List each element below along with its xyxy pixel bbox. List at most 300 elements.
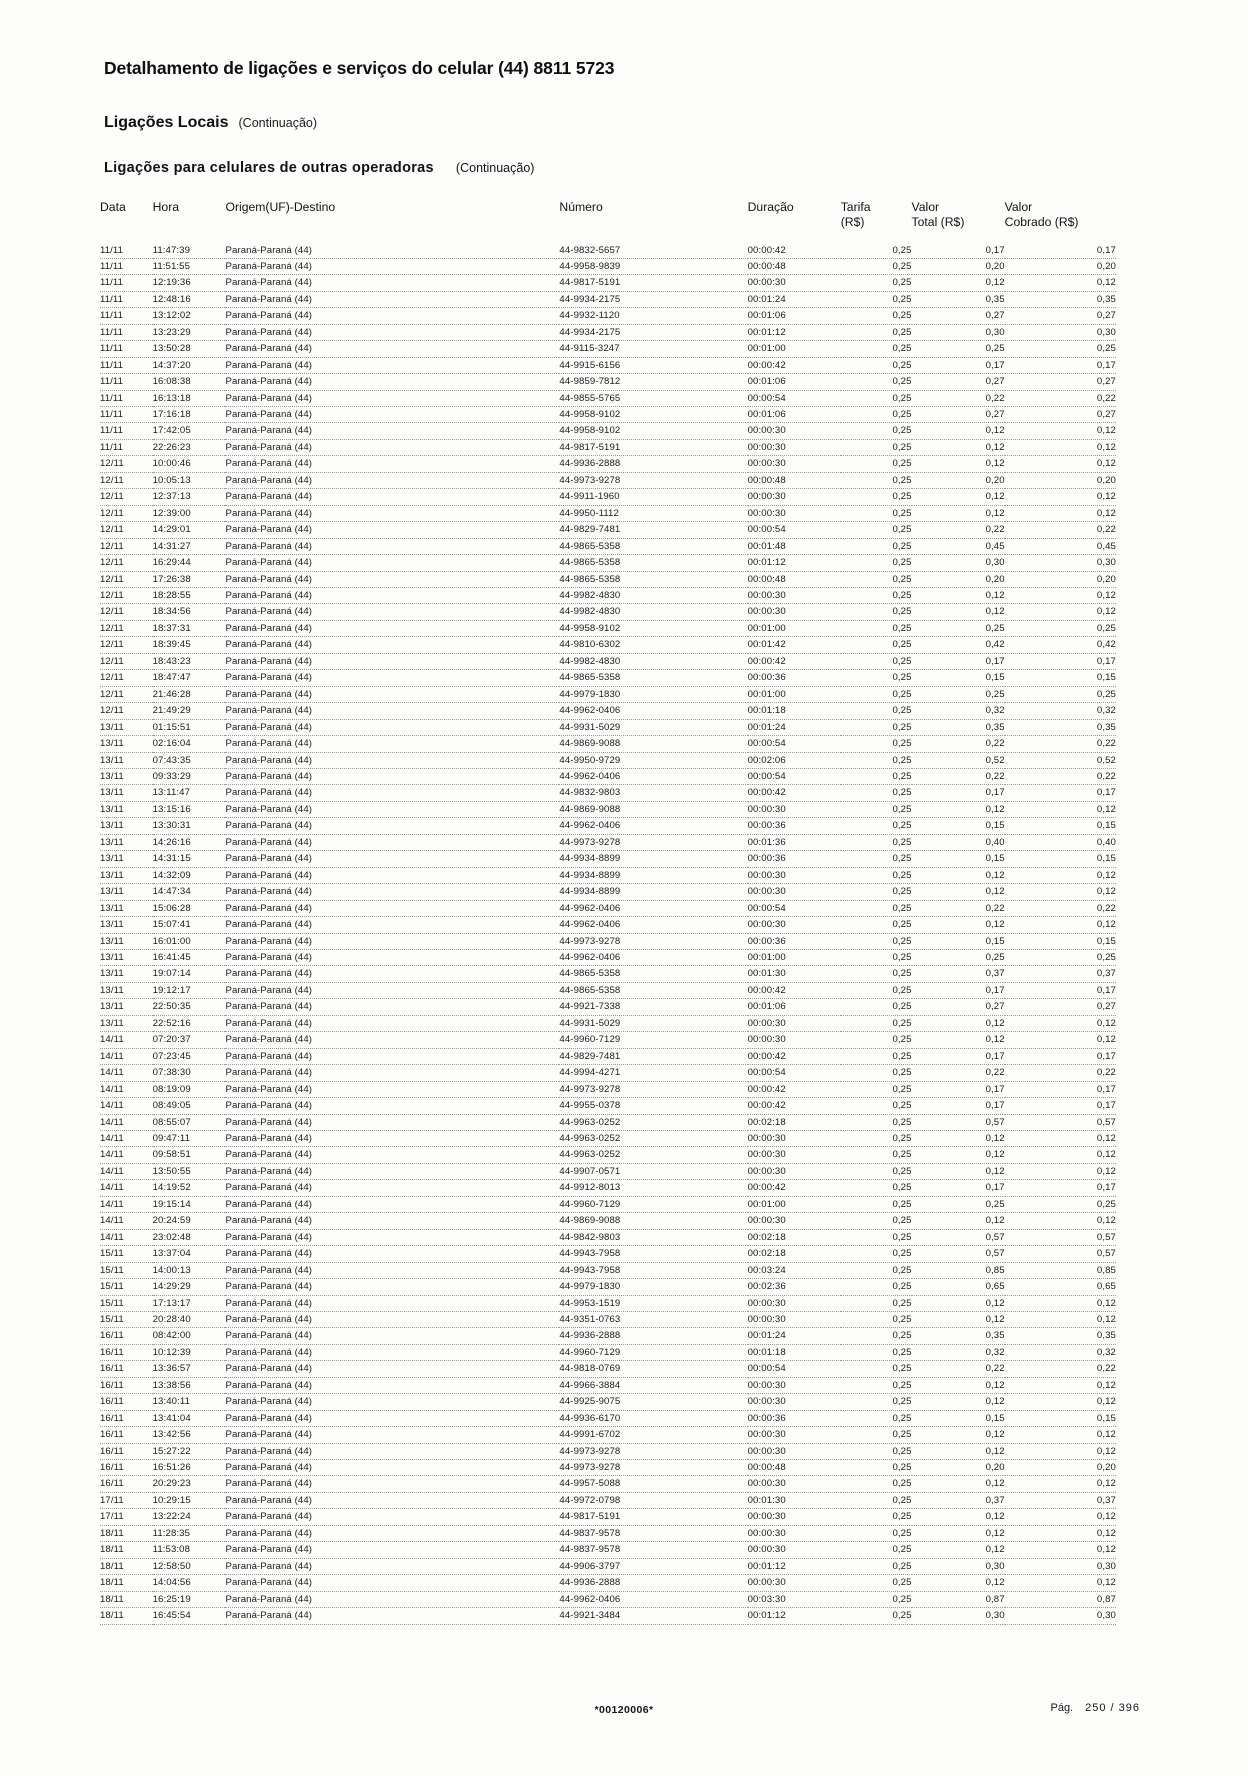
cell-origem-destino: Paraná-Paraná (44) — [225, 555, 559, 571]
cell-tarifa: 0,25 — [841, 505, 912, 521]
cell-numero: 44-9911-1960 — [559, 489, 747, 505]
cell-duracao: 00:01:30 — [748, 966, 841, 982]
cell-origem-destino: Paraná-Paraná (44) — [225, 1344, 559, 1360]
cell-duracao: 00:00:30 — [748, 588, 841, 604]
cell-duracao: 00:00:42 — [748, 982, 841, 998]
cell-duracao: 00:02:18 — [748, 1114, 841, 1130]
cell-valor-total: 0,27 — [912, 308, 1005, 324]
cell-numero: 44-9817-5191 — [559, 275, 747, 291]
cell-tarifa: 0,25 — [841, 324, 912, 340]
cell-hora: 13:42:56 — [153, 1427, 226, 1443]
cell-data: 11/11 — [100, 243, 153, 259]
cell-data: 14/11 — [100, 1114, 153, 1130]
footer-page-number: 250 / 396 — [1085, 1702, 1140, 1714]
cell-data: 12/11 — [100, 670, 153, 686]
cell-hora: 14:37:20 — [153, 357, 226, 373]
table-row — [100, 1098, 1116, 1114]
cell-valor-cobrado: 0,57 — [1005, 1246, 1116, 1262]
cell-data: 12/11 — [100, 505, 153, 521]
cell-duracao: 00:02:06 — [748, 752, 841, 768]
cell-numero: 44-9962-0406 — [559, 1591, 747, 1607]
cell-numero: 44-9842-9803 — [559, 1229, 747, 1245]
cell-data: 13/11 — [100, 834, 153, 850]
cell-tarifa: 0,25 — [841, 390, 912, 406]
cell-duracao: 00:01:12 — [748, 1608, 841, 1624]
cell-origem-destino: Paraná-Paraná (44) — [225, 308, 559, 324]
cell-data: 18/11 — [100, 1525, 153, 1541]
cell-hora: 19:12:17 — [153, 982, 226, 998]
cell-hora: 14:29:29 — [153, 1279, 226, 1295]
cell-data: 12/11 — [100, 703, 153, 719]
cell-duracao: 00:00:54 — [748, 736, 841, 752]
cell-valor-cobrado: 0,37 — [1005, 1492, 1116, 1508]
cell-numero: 44-9962-0406 — [559, 703, 747, 719]
cell-valor-total: 0,12 — [912, 1443, 1005, 1459]
cell-valor-cobrado: 0,15 — [1005, 933, 1116, 949]
cell-numero: 44-9818-0769 — [559, 1361, 747, 1377]
cell-origem-destino: Paraná-Paraná (44) — [225, 456, 559, 472]
cell-hora: 14:32:09 — [153, 867, 226, 883]
cell-origem-destino: Paraná-Paraná (44) — [225, 653, 559, 669]
cell-origem-destino: Paraná-Paraná (44) — [225, 1130, 559, 1146]
cell-tarifa: 0,25 — [841, 1048, 912, 1064]
cell-valor-total: 0,22 — [912, 769, 1005, 785]
cell-valor-total: 0,22 — [912, 736, 1005, 752]
cell-hora: 16:45:54 — [153, 1608, 226, 1624]
cell-valor-cobrado: 0,25 — [1005, 341, 1116, 357]
table-row — [100, 1213, 1116, 1229]
cell-numero: 44-9837-9578 — [559, 1525, 747, 1541]
table-row — [100, 1542, 1116, 1558]
cell-duracao: 00:00:30 — [748, 917, 841, 933]
cell-hora: 21:49:29 — [153, 703, 226, 719]
cell-hora: 13:50:55 — [153, 1163, 226, 1179]
table-row — [100, 752, 1116, 768]
cell-valor-cobrado: 0,22 — [1005, 769, 1116, 785]
cell-duracao: 00:00:42 — [748, 243, 841, 259]
cell-numero: 44-9958-9102 — [559, 407, 747, 423]
cell-duracao: 00:00:30 — [748, 1311, 841, 1327]
cell-origem-destino: Paraná-Paraná (44) — [225, 1032, 559, 1048]
cell-tarifa: 0,25 — [841, 1311, 912, 1327]
cell-numero: 44-9865-5358 — [559, 982, 747, 998]
table-row — [100, 439, 1116, 455]
table-row — [100, 1575, 1116, 1591]
table-row — [100, 1246, 1116, 1262]
cell-numero: 44-9973-9278 — [559, 1081, 747, 1097]
cell-valor-cobrado: 0,17 — [1005, 1098, 1116, 1114]
cell-origem-destino: Paraná-Paraná (44) — [225, 1575, 559, 1591]
subsection-title — [104, 160, 534, 176]
cell-valor-cobrado: 0,12 — [1005, 1476, 1116, 1492]
cell-origem-destino: Paraná-Paraná (44) — [225, 1279, 559, 1295]
column-header-tarifa — [841, 200, 912, 243]
cell-data: 16/11 — [100, 1377, 153, 1393]
cell-valor-total: 0,12 — [912, 1377, 1005, 1393]
table-row — [100, 703, 1116, 719]
cell-duracao: 00:01:18 — [748, 703, 841, 719]
cell-valor-cobrado: 0,57 — [1005, 1229, 1116, 1245]
cell-duracao: 00:00:30 — [748, 1213, 841, 1229]
cell-valor-total: 0,22 — [912, 1361, 1005, 1377]
cell-tarifa: 0,25 — [841, 243, 912, 259]
cell-duracao: 00:01:30 — [748, 1492, 841, 1508]
calls-table — [100, 200, 1116, 1625]
cell-tarifa: 0,25 — [841, 851, 912, 867]
cell-duracao: 00:01:12 — [748, 1558, 841, 1574]
cell-valor-total: 0,17 — [912, 1048, 1005, 1064]
subsection-continuation-label: (Continuação) — [455, 161, 535, 175]
cell-tarifa: 0,25 — [841, 407, 912, 423]
column-header-valor-cobrado-line1: Valor — [1004, 200, 1033, 214]
table-row — [100, 1262, 1116, 1278]
cell-data: 12/11 — [100, 489, 153, 505]
cell-hora: 13:11:47 — [153, 785, 226, 801]
cell-duracao: 00:01:24 — [748, 1328, 841, 1344]
cell-hora: 07:43:35 — [153, 752, 226, 768]
cell-valor-total: 0,12 — [912, 1147, 1005, 1163]
cell-origem-destino: Paraná-Paraná (44) — [225, 1377, 559, 1393]
cell-valor-total: 0,15 — [912, 933, 1005, 949]
cell-data: 15/11 — [100, 1311, 153, 1327]
cell-data: 13/11 — [100, 966, 153, 982]
cell-data: 13/11 — [100, 949, 153, 965]
cell-tarifa: 0,25 — [841, 1130, 912, 1146]
cell-valor-total: 0,12 — [912, 1295, 1005, 1311]
cell-numero: 44-9934-8899 — [559, 884, 747, 900]
cell-duracao: 00:00:42 — [748, 1098, 841, 1114]
cell-valor-total: 0,57 — [912, 1229, 1005, 1245]
cell-valor-cobrado: 0,40 — [1005, 834, 1116, 850]
column-header-numero: Número — [559, 200, 603, 214]
cell-numero: 44-9865-5358 — [559, 966, 747, 982]
cell-valor-total: 0,12 — [912, 801, 1005, 817]
cell-numero: 44-9859-7812 — [559, 374, 747, 390]
cell-origem-destino: Paraná-Paraná (44) — [225, 1147, 559, 1163]
cell-origem-destino: Paraná-Paraná (44) — [225, 1443, 559, 1459]
cell-tarifa: 0,25 — [841, 439, 912, 455]
cell-tarifa: 0,25 — [841, 1065, 912, 1081]
table-row — [100, 1460, 1116, 1476]
cell-valor-total: 0,20 — [912, 1460, 1005, 1476]
cell-tarifa: 0,25 — [841, 1542, 912, 1558]
cell-hora: 14:26:16 — [153, 834, 226, 850]
cell-duracao: 00:00:30 — [748, 1377, 841, 1393]
cell-tarifa: 0,25 — [841, 1492, 912, 1508]
cell-origem-destino: Paraná-Paraná (44) — [225, 1015, 559, 1031]
cell-origem-destino: Paraná-Paraná (44) — [225, 1229, 559, 1245]
cell-tarifa: 0,25 — [841, 900, 912, 916]
cell-tarifa: 0,25 — [841, 308, 912, 324]
cell-valor-total: 0,40 — [912, 834, 1005, 850]
cell-hora: 09:58:51 — [153, 1147, 226, 1163]
cell-numero: 44-9832-9803 — [559, 785, 747, 801]
cell-duracao: 00:00:42 — [748, 653, 841, 669]
table-row — [100, 1608, 1116, 1624]
cell-origem-destino: Paraná-Paraná (44) — [225, 472, 559, 488]
cell-hora: 13:38:56 — [153, 1377, 226, 1393]
cell-tarifa: 0,25 — [841, 1098, 912, 1114]
cell-valor-total: 0,12 — [912, 1311, 1005, 1327]
cell-tarifa: 0,25 — [841, 620, 912, 636]
cell-tarifa: 0,25 — [841, 1427, 912, 1443]
cell-valor-total: 0,12 — [912, 1130, 1005, 1146]
cell-hora: 11:53:08 — [153, 1542, 226, 1558]
cell-duracao: 00:00:48 — [748, 472, 841, 488]
table-row — [100, 374, 1116, 390]
cell-tarifa: 0,25 — [841, 1262, 912, 1278]
cell-duracao: 00:01:36 — [748, 834, 841, 850]
cell-valor-cobrado: 0,12 — [1005, 1427, 1116, 1443]
cell-tarifa: 0,25 — [841, 1163, 912, 1179]
cell-hora: 21:46:28 — [153, 686, 226, 702]
cell-numero: 44-9865-5358 — [559, 538, 747, 554]
cell-duracao: 00:02:36 — [748, 1279, 841, 1295]
table-row — [100, 341, 1116, 357]
cell-numero: 44-9962-0406 — [559, 949, 747, 965]
cell-duracao: 00:00:30 — [748, 1427, 841, 1443]
cell-hora: 15:06:28 — [153, 900, 226, 916]
table-header — [100, 200, 1116, 243]
cell-tarifa: 0,25 — [841, 1147, 912, 1163]
cell-origem-destino: Paraná-Paraná (44) — [225, 1196, 559, 1212]
cell-numero: 44-9982-4830 — [559, 604, 747, 620]
cell-origem-destino: Paraná-Paraná (44) — [225, 1262, 559, 1278]
cell-valor-cobrado: 0,17 — [1005, 653, 1116, 669]
cell-hora: 16:25:19 — [153, 1591, 226, 1607]
cell-tarifa: 0,25 — [841, 1015, 912, 1031]
cell-valor-cobrado: 0,32 — [1005, 1344, 1116, 1360]
cell-numero: 44-9869-9088 — [559, 801, 747, 817]
cell-valor-cobrado: 0,45 — [1005, 538, 1116, 554]
cell-duracao: 00:00:30 — [748, 867, 841, 883]
cell-tarifa: 0,25 — [841, 604, 912, 620]
cell-valor-total: 0,12 — [912, 917, 1005, 933]
cell-valor-cobrado: 0,25 — [1005, 949, 1116, 965]
cell-hora: 13:40:11 — [153, 1394, 226, 1410]
cell-data: 14/11 — [100, 1098, 153, 1114]
table-row — [100, 1279, 1116, 1295]
cell-valor-cobrado: 0,17 — [1005, 357, 1116, 373]
cell-duracao: 00:00:30 — [748, 884, 841, 900]
table-row — [100, 686, 1116, 702]
cell-hora: 13:36:57 — [153, 1361, 226, 1377]
cell-tarifa: 0,25 — [841, 1344, 912, 1360]
cell-duracao: 00:00:30 — [748, 1575, 841, 1591]
cell-data: 16/11 — [100, 1394, 153, 1410]
cell-hora: 18:28:55 — [153, 588, 226, 604]
cell-valor-total: 0,32 — [912, 1344, 1005, 1360]
cell-valor-total: 0,17 — [912, 1180, 1005, 1196]
cell-hora: 13:12:02 — [153, 308, 226, 324]
cell-valor-cobrado: 0,25 — [1005, 1196, 1116, 1212]
cell-hora: 19:07:14 — [153, 966, 226, 982]
cell-hora: 22:50:35 — [153, 999, 226, 1015]
table-row — [100, 999, 1116, 1015]
table-row — [100, 407, 1116, 423]
cell-data: 14/11 — [100, 1196, 153, 1212]
cell-tarifa: 0,25 — [841, 785, 912, 801]
cell-valor-total: 0,52 — [912, 752, 1005, 768]
cell-numero: 44-9817-5191 — [559, 1509, 747, 1525]
cell-valor-cobrado: 0,52 — [1005, 752, 1116, 768]
cell-data: 11/11 — [100, 357, 153, 373]
cell-tarifa: 0,25 — [841, 1443, 912, 1459]
cell-valor-cobrado: 0,22 — [1005, 390, 1116, 406]
footer-page-label: Pág. — [1050, 1702, 1074, 1714]
table-row — [100, 243, 1116, 259]
table-row — [100, 291, 1116, 307]
cell-tarifa: 0,25 — [841, 719, 912, 735]
cell-data: 15/11 — [100, 1279, 153, 1295]
cell-data: 13/11 — [100, 818, 153, 834]
cell-valor-total: 0,30 — [912, 1558, 1005, 1574]
cell-hora: 13:50:28 — [153, 341, 226, 357]
table-row — [100, 390, 1116, 406]
cell-tarifa: 0,25 — [841, 275, 912, 291]
cell-valor-total: 0,17 — [912, 785, 1005, 801]
cell-valor-cobrado: 0,17 — [1005, 1048, 1116, 1064]
cell-hora: 01:15:51 — [153, 719, 226, 735]
cell-data: 11/11 — [100, 275, 153, 291]
table-row — [100, 1344, 1116, 1360]
cell-tarifa: 0,25 — [841, 1476, 912, 1492]
cell-origem-destino: Paraná-Paraná (44) — [225, 1246, 559, 1262]
cell-numero: 44-9915-6156 — [559, 357, 747, 373]
cell-valor-cobrado: 0,12 — [1005, 489, 1116, 505]
cell-hora: 14:47:34 — [153, 884, 226, 900]
cell-numero: 44-9931-5029 — [559, 719, 747, 735]
cell-numero: 44-9932-1120 — [559, 308, 747, 324]
cell-tarifa: 0,25 — [841, 867, 912, 883]
cell-valor-total: 0,45 — [912, 538, 1005, 554]
cell-valor-total: 0,12 — [912, 1163, 1005, 1179]
cell-tarifa: 0,25 — [841, 999, 912, 1015]
cell-valor-cobrado: 0,12 — [1005, 1032, 1116, 1048]
cell-tarifa: 0,25 — [841, 489, 912, 505]
cell-origem-destino: Paraná-Paraná (44) — [225, 1328, 559, 1344]
cell-valor-total: 0,35 — [912, 291, 1005, 307]
table-row — [100, 1147, 1116, 1163]
section-title — [104, 114, 317, 132]
cell-valor-cobrado: 0,20 — [1005, 258, 1116, 274]
cell-valor-total: 0,12 — [912, 1525, 1005, 1541]
cell-data: 14/11 — [100, 1081, 153, 1097]
cell-valor-total: 0,12 — [912, 1427, 1005, 1443]
table-row — [100, 1509, 1116, 1525]
page-title: Detalhamento de ligações e serviços do celular (44) 8811 5723 — [104, 58, 615, 78]
cell-numero: 44-9934-8899 — [559, 851, 747, 867]
cell-data: 11/11 — [100, 374, 153, 390]
cell-data: 12/11 — [100, 555, 153, 571]
table-row — [100, 324, 1116, 340]
cell-valor-cobrado: 0,12 — [1005, 604, 1116, 620]
cell-duracao: 00:01:00 — [748, 1196, 841, 1212]
cell-valor-total: 0,37 — [912, 966, 1005, 982]
cell-valor-cobrado: 0,35 — [1005, 291, 1116, 307]
cell-tarifa: 0,25 — [841, 341, 912, 357]
cell-valor-total: 0,12 — [912, 1394, 1005, 1410]
cell-duracao: 00:03:30 — [748, 1591, 841, 1607]
cell-hora: 08:19:09 — [153, 1081, 226, 1097]
cell-hora: 12:58:50 — [153, 1558, 226, 1574]
cell-hora: 10:12:39 — [153, 1344, 226, 1360]
cell-data: 13/11 — [100, 801, 153, 817]
cell-numero: 44-9943-7958 — [559, 1262, 747, 1278]
table-row — [100, 258, 1116, 274]
cell-origem-destino: Paraná-Paraná (44) — [225, 884, 559, 900]
cell-valor-cobrado: 0,17 — [1005, 243, 1116, 259]
cell-data: 13/11 — [100, 736, 153, 752]
cell-valor-total: 0,17 — [912, 1081, 1005, 1097]
cell-hora: 02:16:04 — [153, 736, 226, 752]
cell-valor-total: 0,27 — [912, 374, 1005, 390]
cell-valor-cobrado: 0,32 — [1005, 703, 1116, 719]
table-row — [100, 966, 1116, 982]
table-row — [100, 1492, 1116, 1508]
table-row — [100, 620, 1116, 636]
cell-valor-total: 0,20 — [912, 258, 1005, 274]
cell-valor-total: 0,12 — [912, 456, 1005, 472]
cell-data: 13/11 — [100, 900, 153, 916]
cell-hora: 17:16:18 — [153, 407, 226, 423]
table-row — [100, 917, 1116, 933]
table-row — [100, 522, 1116, 538]
table-row — [100, 588, 1116, 604]
cell-origem-destino: Paraná-Paraná (44) — [225, 785, 559, 801]
cell-valor-total: 0,12 — [912, 604, 1005, 620]
cell-duracao: 00:00:30 — [748, 1443, 841, 1459]
cell-hora: 13:37:04 — [153, 1246, 226, 1262]
table-row — [100, 949, 1116, 965]
cell-valor-cobrado: 0,12 — [1005, 456, 1116, 472]
cell-valor-cobrado: 0,20 — [1005, 472, 1116, 488]
cell-duracao: 00:00:36 — [748, 933, 841, 949]
cell-duracao: 00:00:30 — [748, 505, 841, 521]
cell-tarifa: 0,25 — [841, 637, 912, 653]
cell-origem-destino: Paraná-Paraná (44) — [225, 423, 559, 439]
cell-tarifa: 0,25 — [841, 1180, 912, 1196]
cell-data: 11/11 — [100, 341, 153, 357]
cell-hora: 10:29:15 — [153, 1492, 226, 1508]
cell-numero: 44-9960-7129 — [559, 1032, 747, 1048]
cell-numero: 44-9982-4830 — [559, 588, 747, 604]
cell-data: 11/11 — [100, 423, 153, 439]
cell-data: 13/11 — [100, 851, 153, 867]
cell-hora: 12:48:16 — [153, 291, 226, 307]
cell-origem-destino: Paraná-Paraná (44) — [225, 1608, 559, 1624]
table-row — [100, 423, 1116, 439]
cell-valor-total: 0,32 — [912, 703, 1005, 719]
cell-origem-destino: Paraná-Paraná (44) — [225, 489, 559, 505]
cell-hora: 13:41:04 — [153, 1410, 226, 1426]
cell-valor-cobrado: 0,17 — [1005, 1180, 1116, 1196]
cell-valor-cobrado: 0,12 — [1005, 1509, 1116, 1525]
cell-tarifa: 0,25 — [841, 1525, 912, 1541]
cell-tarifa: 0,25 — [841, 1196, 912, 1212]
table-row — [100, 834, 1116, 850]
cell-origem-destino: Paraná-Paraná (44) — [225, 522, 559, 538]
cell-data: 12/11 — [100, 637, 153, 653]
cell-tarifa: 0,25 — [841, 769, 912, 785]
cell-origem-destino: Paraná-Paraná (44) — [225, 538, 559, 554]
cell-tarifa: 0,25 — [841, 917, 912, 933]
cell-data: 15/11 — [100, 1295, 153, 1311]
cell-valor-cobrado: 0,12 — [1005, 1163, 1116, 1179]
cell-duracao: 00:01:12 — [748, 555, 841, 571]
cell-valor-total: 0,57 — [912, 1246, 1005, 1262]
cell-origem-destino: Paraná-Paraná (44) — [225, 1394, 559, 1410]
